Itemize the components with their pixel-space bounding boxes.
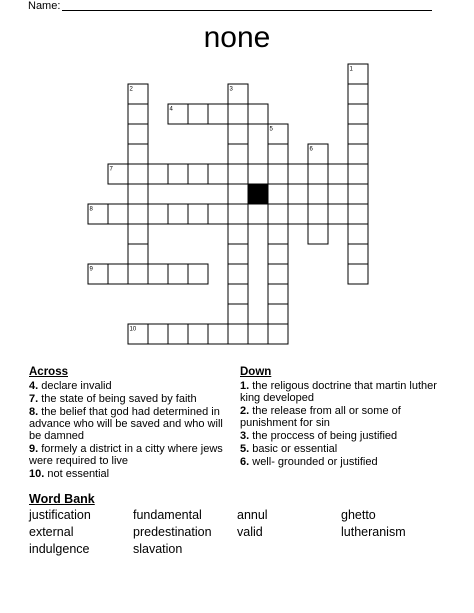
- grid-cell[interactable]: [148, 324, 168, 344]
- grid-cell[interactable]: [168, 204, 188, 224]
- grid-cell[interactable]: [128, 224, 148, 244]
- grid-cell[interactable]: [148, 164, 168, 184]
- grid-cell[interactable]: [248, 164, 268, 184]
- clue-down-5: 5. basic or essential: [240, 443, 338, 455]
- grid-cell[interactable]: [248, 204, 268, 224]
- grid-cell[interactable]: [208, 324, 228, 344]
- grid-cell[interactable]: [228, 324, 248, 344]
- word-bank-item: valid: [237, 525, 263, 539]
- clue-number: 2: [129, 86, 133, 93]
- grid-cell[interactable]: [268, 164, 288, 184]
- clue-down-1: 1. the religous doctrine that martin luther king developed: [240, 380, 437, 404]
- grid-cell[interactable]: [268, 204, 288, 224]
- grid-cell[interactable]: [348, 164, 368, 184]
- grid-cell[interactable]: [128, 144, 148, 164]
- clue-across-10: 10. not essential: [29, 468, 110, 480]
- name-label: Name:: [28, 0, 61, 12]
- grid-cell[interactable]: [308, 224, 328, 244]
- grid-cell[interactable]: [148, 204, 168, 224]
- grid-cell[interactable]: [188, 264, 208, 284]
- grid-cell[interactable]: [248, 324, 268, 344]
- grid-cell[interactable]: [128, 164, 148, 184]
- grid-cell[interactable]: [228, 284, 248, 304]
- grid-cell[interactable]: [188, 204, 208, 224]
- clue-number: 3: [229, 86, 233, 93]
- grid-cell[interactable]: [268, 324, 288, 344]
- grid-cell[interactable]: [228, 164, 248, 184]
- grid-cell[interactable]: [288, 204, 308, 224]
- grid-cell[interactable]: [228, 244, 248, 264]
- grid-cell[interactable]: [108, 204, 128, 224]
- down-clues: [240, 366, 440, 469]
- grid-cell[interactable]: [228, 184, 248, 204]
- grid-cell[interactable]: [348, 184, 368, 204]
- grid-cell[interactable]: [168, 164, 188, 184]
- grid-cell[interactable]: [168, 324, 188, 344]
- grid-cell[interactable]: [228, 264, 248, 284]
- word-bank-item: predestination: [133, 525, 212, 539]
- grid-cell[interactable]: [208, 104, 228, 124]
- grid-cell[interactable]: [348, 124, 368, 144]
- grid-cell[interactable]: [228, 144, 248, 164]
- grid-cell[interactable]: [268, 284, 288, 304]
- clue-number: 7: [109, 166, 113, 173]
- grid-cell[interactable]: [328, 164, 348, 184]
- word-bank-item: slavation: [133, 542, 183, 556]
- grid-cell[interactable]: [128, 104, 148, 124]
- puzzle-title: none: [203, 21, 271, 54]
- grid-cell[interactable]: [268, 224, 288, 244]
- grid-cell[interactable]: [128, 184, 148, 204]
- grid-cell[interactable]: [308, 204, 328, 224]
- clue-number: 5: [269, 126, 273, 133]
- black-cell: [248, 184, 268, 204]
- clue-number: 8: [89, 206, 93, 213]
- clue-down-6: 6. well- grounded or justified: [240, 456, 378, 468]
- grid-cell[interactable]: [228, 224, 248, 244]
- grid-cell[interactable]: [128, 204, 148, 224]
- grid-cell[interactable]: [148, 264, 168, 284]
- grid-cell[interactable]: [308, 164, 328, 184]
- grid-cell[interactable]: [268, 304, 288, 324]
- clue-across-7: 7. the state of being saved by faith: [29, 393, 197, 405]
- grid-cell[interactable]: [308, 184, 328, 204]
- across-clues: [29, 366, 229, 481]
- word-bank-item: fundamental: [133, 508, 202, 522]
- grid-cell[interactable]: [228, 124, 248, 144]
- word-bank-item: lutheranism: [341, 525, 406, 539]
- grid-cell[interactable]: [128, 124, 148, 144]
- clue-number: 10: [129, 326, 137, 333]
- grid-cell[interactable]: [228, 204, 248, 224]
- word-bank-item: justification: [29, 508, 91, 522]
- grid-cell[interactable]: [128, 264, 148, 284]
- clue-across-4: 4. declare invalid: [29, 380, 112, 392]
- grid-cell[interactable]: [348, 264, 368, 284]
- grid-cell[interactable]: [108, 264, 128, 284]
- grid-cell[interactable]: [228, 304, 248, 324]
- clue-number: 1: [349, 66, 353, 73]
- grid-cell[interactable]: [268, 184, 288, 204]
- grid-cell[interactable]: [168, 264, 188, 284]
- down-heading: Down: [240, 366, 272, 378]
- clue-number: 6: [309, 146, 313, 153]
- grid-cell[interactable]: [228, 104, 248, 124]
- grid-cell[interactable]: [348, 204, 368, 224]
- word-bank-item: annul: [237, 508, 268, 522]
- word-bank-item: external: [29, 525, 74, 539]
- grid-cell[interactable]: [188, 324, 208, 344]
- clue-number: 4: [169, 106, 173, 113]
- grid-cell[interactable]: [188, 104, 208, 124]
- clue-down-3: 3. the proccess of being justified: [240, 430, 398, 442]
- grid-cell[interactable]: [288, 164, 308, 184]
- word-bank-item: indulgence: [29, 542, 90, 556]
- grid-cell[interactable]: [268, 244, 288, 264]
- clue-down-2: 2. the release from all or some of punishment for sin: [240, 405, 401, 429]
- word-bank-item: ghetto: [341, 508, 376, 522]
- grid-cell[interactable]: [348, 104, 368, 124]
- across-heading: Across: [29, 366, 68, 378]
- grid-cell[interactable]: [348, 84, 368, 104]
- clue-across-9: 9. formely a district in a citty where jews were required to live: [29, 443, 223, 467]
- word-bank-heading: Word Bank: [29, 492, 95, 506]
- grid-cell[interactable]: [248, 104, 268, 124]
- grid-cell[interactable]: [128, 244, 148, 264]
- grid-cell[interactable]: [268, 264, 288, 284]
- grid-cell[interactable]: [348, 244, 368, 264]
- grid-cell[interactable]: [328, 204, 348, 224]
- grid-cell[interactable]: [348, 144, 368, 164]
- grid-cell[interactable]: [188, 164, 208, 184]
- grid-cell[interactable]: [208, 204, 228, 224]
- grid-cell[interactable]: [348, 224, 368, 244]
- grid-cell[interactable]: [208, 164, 228, 184]
- clue-across-8: 8. the belief that god had determined in advance who will be saved and who will be damned: [29, 406, 223, 442]
- grid-cell[interactable]: [268, 144, 288, 164]
- clue-number: 9: [89, 266, 93, 273]
